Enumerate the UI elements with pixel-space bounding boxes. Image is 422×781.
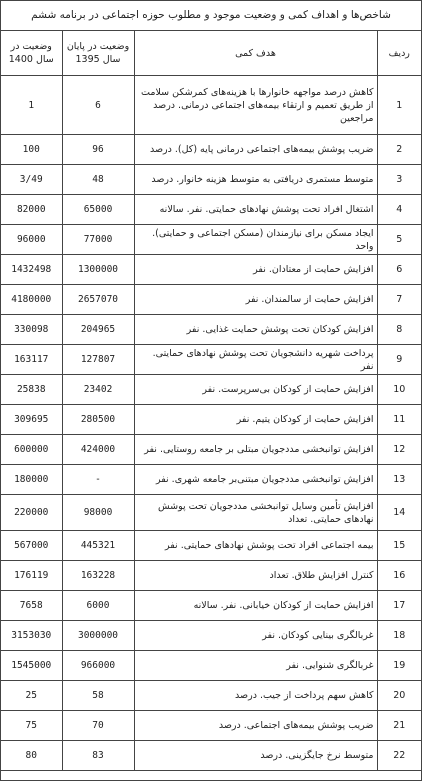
indicators-table: [1, 31, 421, 771]
table-row: [1, 561, 421, 591]
table-row: [1, 741, 421, 771]
row-number-cell: 20: [377, 681, 421, 711]
status-1395-cell: 2657070: [62, 285, 134, 315]
status-1395-cell: 1300000: [62, 255, 134, 285]
row-number-cell: 13: [377, 465, 421, 495]
status-1395-cell: -: [62, 465, 134, 495]
table-row: [1, 315, 421, 345]
goal-cell: ایجاد مسکن برای نیازمندان (مسکن اجتماعی و حمایتی). واحد: [134, 225, 377, 255]
row-number-cell: 14: [377, 495, 421, 531]
status-1395-cell: 3000000: [62, 621, 134, 651]
status-1400-cell: 25: [1, 681, 62, 711]
table-row: [1, 681, 421, 711]
status-1395-cell: 6: [62, 76, 134, 135]
table-row: [1, 345, 421, 375]
status-1400-cell: 176119: [1, 561, 62, 591]
row-number-cell: 11: [377, 405, 421, 435]
header-row: [1, 31, 421, 76]
status-1395-cell: 6000: [62, 591, 134, 621]
table-row: [1, 621, 421, 651]
goal-cell: کاهش درصد مواجهه خانوارها با هزینه‌های کمرشکن سلامت از طریق تعمیم و ارتقاء بیمه‌های اجتماعی درمانی. درصد مراجعین: [134, 76, 377, 135]
row-number-cell: 2: [377, 135, 421, 165]
row-number-cell: 7: [377, 285, 421, 315]
status-1400-cell: 3153030: [1, 621, 62, 651]
table-row: [1, 76, 421, 135]
header-row-number: ردیف: [377, 31, 421, 76]
table-body: [1, 76, 421, 771]
row-number-cell: 10: [377, 375, 421, 405]
goal-cell: افزایش حمایت از معتادان. نفر: [134, 255, 377, 285]
goal-cell: بیمه اجتماعی افراد تحت پوشش نهادهای حمایتی. نفر: [134, 531, 377, 561]
status-1400-cell: 75: [1, 711, 62, 741]
table-row: [1, 225, 421, 255]
status-1400-cell: 1545000: [1, 651, 62, 681]
row-number-cell: 1: [377, 76, 421, 135]
table-row: [1, 135, 421, 165]
status-1395-cell: 966000: [62, 651, 134, 681]
status-1395-cell: 70: [62, 711, 134, 741]
goal-cell: غربالگری شنوایی. نفر: [134, 651, 377, 681]
goal-cell: افزایش کودکان تحت پوشش حمایت غذایی. نفر: [134, 315, 377, 345]
row-number-cell: 9: [377, 345, 421, 375]
table-row: [1, 531, 421, 561]
status-1400-cell: 82000: [1, 195, 62, 225]
row-number-cell: 4: [377, 195, 421, 225]
table-row: [1, 375, 421, 405]
status-1395-cell: 280500: [62, 405, 134, 435]
status-1395-cell: 98000: [62, 495, 134, 531]
goal-cell: افزایش توانبخشی مددجویان مبتلی بر جامعه روستایی. نفر: [134, 435, 377, 465]
status-1395-cell: 163228: [62, 561, 134, 591]
status-1400-cell: 80: [1, 741, 62, 771]
goal-cell: کنترل افزایش طلاق. تعداد: [134, 561, 377, 591]
table-row: [1, 285, 421, 315]
goal-cell: پرداخت شهریه دانشجویان تحت پوشش نهادهای حمایتی. نفر: [134, 345, 377, 375]
row-number-cell: 21: [377, 711, 421, 741]
row-number-cell: 18: [377, 621, 421, 651]
status-1395-cell: 127807: [62, 345, 134, 375]
table-row: [1, 465, 421, 495]
status-1400-cell: 220000: [1, 495, 62, 531]
status-1395-cell: 96: [62, 135, 134, 165]
goal-cell: متوسط مستمری دریافتی به متوسط هزینه خانوار. درصد: [134, 165, 377, 195]
goal-cell: افزایش حمایت از کودکان یتیم. نفر: [134, 405, 377, 435]
table-row: [1, 195, 421, 225]
header-goal: هدف کمی: [134, 31, 377, 76]
row-number-cell: 5: [377, 225, 421, 255]
row-number-cell: 6: [377, 255, 421, 285]
goal-cell: غربالگری بینایی کودکان. نفر: [134, 621, 377, 651]
row-number-cell: 19: [377, 651, 421, 681]
goal-cell: کاهش سهم پرداخت از جیب. درصد: [134, 681, 377, 711]
status-1395-cell: 424000: [62, 435, 134, 465]
table-row: [1, 435, 421, 465]
status-1395-cell: 445321: [62, 531, 134, 561]
row-number-cell: 12: [377, 435, 421, 465]
status-1400-cell: 100: [1, 135, 62, 165]
header-status-1395: وضعیت در پایان سال 1395: [62, 31, 134, 76]
status-1395-cell: 65000: [62, 195, 134, 225]
table-row: [1, 591, 421, 621]
status-1395-cell: 23402: [62, 375, 134, 405]
status-1400-cell: 3/49: [1, 165, 62, 195]
status-1400-cell: 180000: [1, 465, 62, 495]
table-title: شاخص‌ها و اهداف کمی و وضعیت موجود و مطلوب حوزه اجتماعی در برنامه ششم: [1, 1, 421, 31]
status-1400-cell: 1: [1, 76, 62, 135]
status-1395-cell: 83: [62, 741, 134, 771]
table-row: [1, 495, 421, 531]
status-1400-cell: 96000: [1, 225, 62, 255]
header-status-1400: وضعیت در سال 1400: [1, 31, 62, 76]
status-1400-cell: 330098: [1, 315, 62, 345]
row-number-cell: 17: [377, 591, 421, 621]
table-row: [1, 165, 421, 195]
table-row: [1, 405, 421, 435]
status-1395-cell: 48: [62, 165, 134, 195]
goal-cell: ضریب پوشش بیمه‌های اجتماعی درمانی پایه (کل). درصد: [134, 135, 377, 165]
goal-cell: افزایش تأمین وسایل توانبخشی مددجویان تحت پوشش نهادهای حمایتی. تعداد: [134, 495, 377, 531]
status-1395-cell: 204965: [62, 315, 134, 345]
status-1400-cell: 1432498: [1, 255, 62, 285]
status-1400-cell: 567000: [1, 531, 62, 561]
goal-cell: ضریب پوشش بیمه‌های اجتماعی. درصد: [134, 711, 377, 741]
goal-cell: اشتغال افراد تحت پوشش نهادهای حمایتی. نفر. سالانه: [134, 195, 377, 225]
status-1400-cell: 163117: [1, 345, 62, 375]
status-1400-cell: 4180000: [1, 285, 62, 315]
row-number-cell: 16: [377, 561, 421, 591]
status-1400-cell: 25838: [1, 375, 62, 405]
goal-cell: افزایش حمایت از سالمندان. نفر: [134, 285, 377, 315]
goal-cell: متوسط نرخ جایگزینی. درصد: [134, 741, 377, 771]
status-1400-cell: 7658: [1, 591, 62, 621]
status-1400-cell: 309695: [1, 405, 62, 435]
status-1400-cell: 600000: [1, 435, 62, 465]
status-1395-cell: 77000: [62, 225, 134, 255]
row-number-cell: 3: [377, 165, 421, 195]
table-row: [1, 255, 421, 285]
row-number-cell: 22: [377, 741, 421, 771]
goal-cell: افزایش حمایت از کودکان بی‌سرپرست. نفر: [134, 375, 377, 405]
row-number-cell: 8: [377, 315, 421, 345]
status-1395-cell: 58: [62, 681, 134, 711]
goal-cell: افزایش حمایت از کودکان خیابانی. نفر. سالانه: [134, 591, 377, 621]
goal-cell: افزایش توانبخشی مددجویان مبتنی‌بر جامعه شهری. نفر: [134, 465, 377, 495]
table-row: [1, 651, 421, 681]
table-row: [1, 711, 421, 741]
row-number-cell: 15: [377, 531, 421, 561]
